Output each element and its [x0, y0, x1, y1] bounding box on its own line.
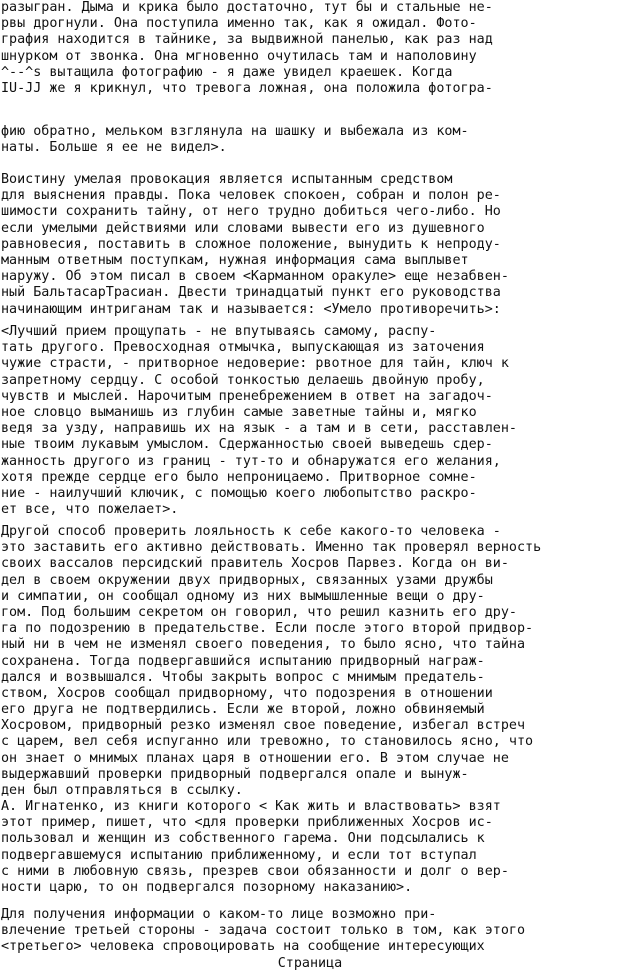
- text-line: и симпатии, он сообщал одному из них вымышленные вещи о дру-: [1, 588, 485, 604]
- text-line: для выяснения правды. Пока человек спокоен, собран и полон ре-: [1, 188, 501, 204]
- text-line: Другой способ проверить лояльность к себе какого-то человека -: [1, 524, 501, 539]
- text-line: Воистину умелая провокация является испытанным средством: [1, 172, 453, 187]
- text-line: тать другого. Превосходная отмычка, выпускающая из заточения: [1, 340, 485, 356]
- text-line: га по подозрению в предательстве. Если после этого второй придвор-: [1, 621, 534, 637]
- text-line: пользовал и женщин из собственного гарема. Они подсылались к: [1, 831, 485, 847]
- paragraph-4: [1, 324, 620, 518]
- text-line: разыгран. Дыма и крика было достаточно, тут бы и стальные не-: [1, 0, 493, 15]
- text-line: <третьего> человека спровоцировать на сообщение интересующих: [1, 939, 485, 955]
- text-line: шимости сохранить тайну, от него трудно добиться чего-либо. Но: [1, 204, 501, 220]
- text-line: его друга не подтвердились. Если же второй, ложно обвиняемый: [1, 702, 485, 718]
- text-line: он знает о мнимых планах царя в отношении его. В этом случае не: [1, 750, 509, 766]
- text-line: Хосровом, придворный резко изменял свое поведение, избегал встреч: [1, 718, 526, 734]
- text-line: с царем, вел себя испуганно или тревожно, то становилось ясно, что: [1, 734, 534, 750]
- text-line: ством, Хосров сообщал придворному, что подозрения в отношении: [1, 685, 493, 701]
- text-line: ности царю, то он подвергался позорному наказанию>.: [1, 879, 413, 895]
- text-line: графия находится в тайнике, за выдвижной панелью, как раз над: [1, 32, 493, 48]
- text-line: ное словцо выманишь из глубин самые заветные тайны и, мягко: [1, 404, 477, 420]
- paragraph-5: [1, 524, 620, 799]
- text-line: подвергавшемуся испытанию приближенному, и если тот вступал: [1, 847, 477, 863]
- text-line: А. Игнатенко, из книги которого < Как жить и властвовать> взят: [1, 799, 501, 814]
- text-line: запретному сердцу. С особой тонкостью делаешь двойную пробу,: [1, 372, 485, 388]
- text-line: ет все, что пожелает>.: [1, 502, 179, 518]
- paragraph-6: [1, 799, 620, 896]
- text-line: фию обратно, мельком взглянула на шашку и выбежала из ком-: [1, 124, 469, 139]
- text-line: шнурком от звонка. Она мгновенно очутилась там и наполовину: [1, 48, 477, 64]
- text-line: Для получения информации о каком-то лице возможно при-: [1, 907, 437, 922]
- text-line: чувств и мыслей. Нарочитым пренебрежением в ответ на загадоч-: [1, 388, 493, 404]
- text-line: чужие страсти, - притворное недоверие: рвотное для тайн, ключ к: [1, 356, 509, 372]
- text-line: если умелыми действиями или словами вывести его из душевного: [1, 220, 485, 236]
- text-line: IU-JJ же я крикнул, что тревога ложная, она положила фотогра-: [1, 80, 493, 96]
- text-line: ный БальтасарТрасиан. Двести тринадцатый пункт его руководства: [1, 285, 501, 301]
- text-line: наружу. Об этом писал в своем <Карманном оракуле> еще незабвен-: [1, 269, 509, 285]
- text-line: выдержавший проверки придворный подвергался опале и вынуж-: [1, 766, 469, 782]
- paragraph-3: [1, 172, 620, 318]
- text-line: гом. Под большим секретом он говорил, что решил казнить его дру-: [1, 604, 517, 620]
- text-line: ведя за узду, направишь их на язык - а там и в сети, расставлен-: [1, 421, 517, 437]
- text-line: жанность другого из границ - тут-то и обнаружатся его желания,: [1, 453, 501, 469]
- paragraph-7: [1, 907, 620, 956]
- page-footer: Страница: [277, 956, 343, 971]
- text-line: этот пример, пишет, что <для проверки приближенных Хосров ис-: [1, 815, 493, 831]
- text-line: начинающим интриганам так и называется: <Умело противоречить>:: [1, 301, 501, 317]
- text-line: ^--^s вытащила фотографию - я даже увидел краешек. Когда: [1, 64, 453, 80]
- text-line: это заставить его активно действовать. Именно так проверял верность: [1, 540, 542, 556]
- text-line: хотя прежде сердце его было непроницаемо. Притворное сомне-: [1, 469, 477, 485]
- text-line: наты. Больше я ее не видел>.: [1, 140, 227, 156]
- text-line: ние - наилучший ключик, с помощью коего любопытство раскро-: [1, 485, 477, 501]
- text-line: влечение третьей стороны - задача состоит только в том, как этого: [1, 923, 526, 939]
- text-line: <Лучший прием прощупать - не впутываясь самому, распу-: [1, 324, 437, 339]
- paragraph-2: [1, 124, 620, 156]
- text-line: сохранена. Тогда подвергавшийся испытанию придворный награж-: [1, 653, 485, 669]
- text-line: манным ответным поступкам, нужная информация сама выплывет: [1, 252, 469, 268]
- text-line: дел в своем окружении двух придворных, связанных узами дружбы: [1, 572, 493, 588]
- text-line: ден был отправляться в ссылку.: [1, 783, 243, 798]
- text-line: дался и возвышался. Чтобы закрыть вопрос с мнимым предатель-: [1, 669, 485, 685]
- text-line: равновесия, поставить в сложное положение, вынудить к непроду-: [1, 236, 501, 252]
- text-line: ный ни в чем не изменял своего поведения, то было ясно, что тайна: [1, 637, 526, 653]
- text-line: своих вассалов персидский правитель Хосров Парвез. Когда он ви-: [1, 556, 509, 572]
- text-line: с ними в любовную связь, презрев свои обязанности и долг о вер-: [1, 863, 509, 879]
- text-line: ные твоим лукавым умыслом. Сдержанностью своей выведешь сдер-: [1, 437, 493, 453]
- paragraph-1: [1, 0, 620, 97]
- text-line: рвы дрогнули. Она поступила именно так, как я ожидал. Фото-: [1, 16, 477, 32]
